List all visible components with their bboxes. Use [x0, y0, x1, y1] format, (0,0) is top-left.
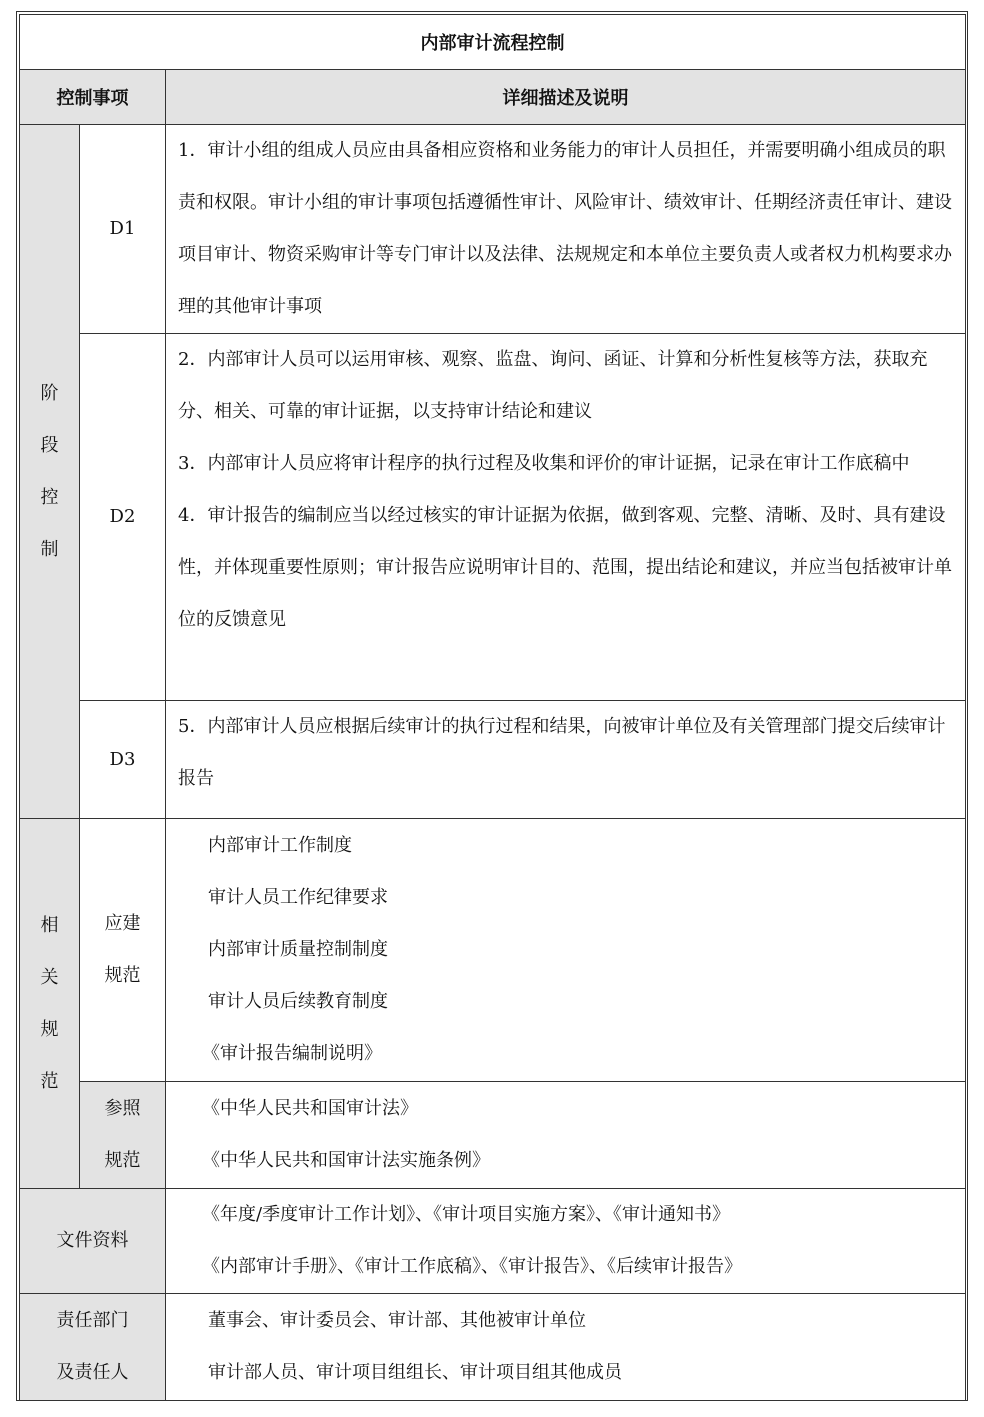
reference-norms-list: 《中华人民共和国审计法》 《中华人民共和国审计法实施条例》 [166, 1082, 966, 1189]
reference-norms-label: 参照 规范 [80, 1082, 166, 1189]
audit-control-table [19, 14, 966, 1401]
table-title: 内部审计流程控制 [20, 15, 966, 70]
description-d2: 2．内部审计人员可以运用审核、观察、监盘、询问、函证、计算和分析性复核等方法，获取充分、相关、可靠的审计证据，以支持审计结论和建议 3．内部审计人员应将审计程序的执行过程及收集和评价的审计证据，记录在审计工作底稿中 4．审计报告的编制应当以经过核实的审计证据为依据，做到客观、完整、清晰、及时、具有建设性，并体现重要性原则；审计报告应说明审计目的、范围，提出结论和建议，并应当包括被审计单位的反馈意见 [166, 334, 966, 701]
code-d1: D1 [80, 125, 166, 334]
responsibility-list: 董事会、审计委员会、审计部、其他被审计单位 审计部人员、审计项目组组长、审计项目组其他成员 [166, 1294, 966, 1401]
should-build-norms-label: 应建 规范 [80, 819, 166, 1082]
should-build-norms-list: 内部审计工作制度 审计人员工作纪律要求 内部审计质量控制制度 审计人员后续教育制度 《审计报告编制说明》 [166, 819, 966, 1082]
code-d2: D2 [80, 334, 166, 701]
code-d3: D3 [80, 701, 166, 819]
header-control-item: 控制事项 [20, 70, 166, 125]
stage-control-label: 阶 段 控 制 [20, 125, 80, 819]
description-d3: 5．内部审计人员应根据后续审计的执行过程和结果，向被审计单位及有关管理部门提交后续审计报告 [166, 701, 966, 819]
description-d1: 1．审计小组的组成人员应由具备相应资格和业务能力的审计人员担任，并需要明确小组成员的职责和权限。审计小组的审计事项包括遵循性审计、风险审计、绩效审计、任期经济责任审计、建设项目审计、物资采购审计等专门审计以及法律、法规规定和本单位主要负责人或者权力机构要求办理的其他审计事项 [166, 125, 966, 334]
documents-list: 《年度/季度审计工作计划》、《审计项目实施方案》、《审计通知书》 《内部审计手册》、《审计工作底稿》、《审计报告》、《后续审计报告》 [166, 1189, 966, 1294]
documents-label: 文件资料 [20, 1189, 166, 1294]
header-description: 详细描述及说明 [166, 70, 966, 125]
related-norms-label: 相 关 规 范 [20, 819, 80, 1189]
responsibility-label: 责任部门 及责任人 [20, 1294, 166, 1401]
